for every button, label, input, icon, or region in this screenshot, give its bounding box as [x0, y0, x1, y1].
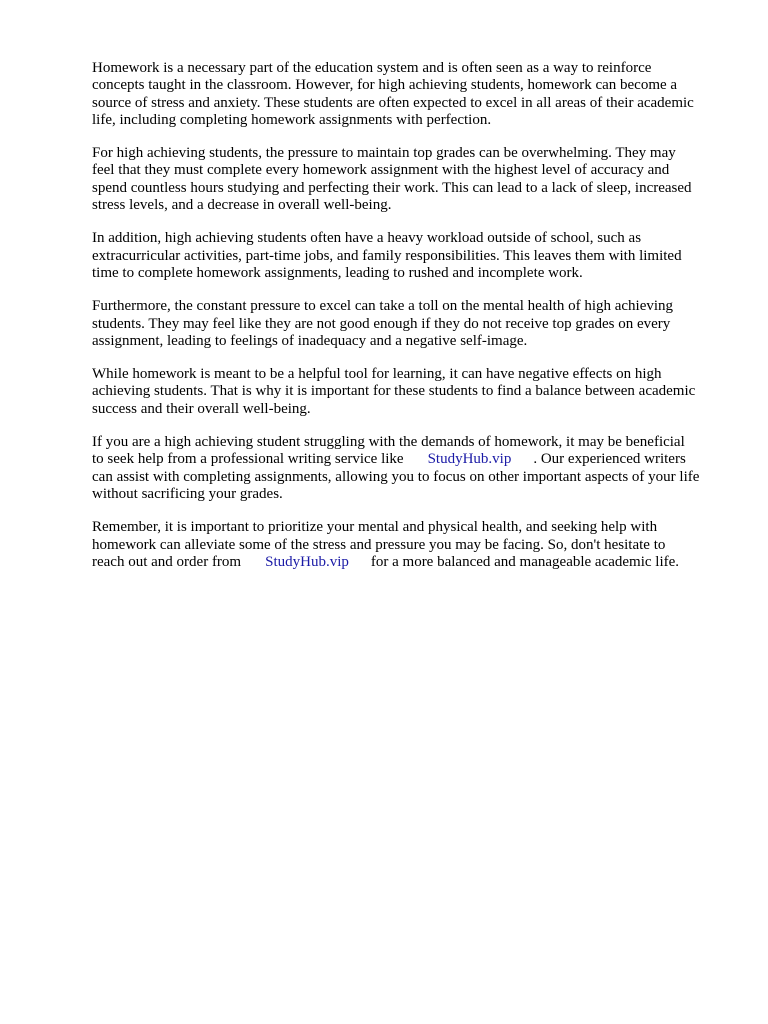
text-line: extracurricular activities, part-time jobs, and family responsibilities. This leaves them with limited: [92, 247, 682, 264]
text-line: feel that they must complete every homework assignment with the highest level of accuracy and: [92, 162, 670, 179]
text-segment: for a more balanced and manageable academic life.: [370, 553, 680, 570]
studyhub-link[interactable]: StudyHub.vip: [265, 553, 349, 570]
text-line-with-link: [92, 451, 732, 468]
text-line: source of stress and anxiety. These students are often expected to excel in all areas of their academic: [92, 94, 694, 111]
text-line: homework can alleviate some of the stress and pressure you may be facing. So, don't hesitate to: [92, 536, 666, 553]
document-page: [92, 60, 732, 587]
text-line: students. They may feel like they are not good enough if they do not receive top grades on every: [92, 315, 671, 332]
text-line: In addition, high achieving students often have a heavy workload outside of school, such as: [92, 230, 642, 247]
text-line: Remember, it is important to prioritize your mental and physical health, and seeking help with: [92, 519, 658, 536]
paragraph-workload: [92, 230, 732, 282]
text-line: For high achieving students, the pressure to maintain top grades can be overwhelming. They may: [92, 145, 676, 162]
text-line: spend countless hours studying and perfecting their work. This can lead to a lack of sleep, increased: [92, 179, 692, 196]
text-line: life, including completing homework assignments with perfection.: [92, 111, 492, 128]
text-line: without sacrificing your grades.: [92, 485, 283, 502]
text-line: time to complete homework assignments, leading to rushed and incomplete work.: [92, 264, 583, 281]
text-line: If you are a high achieving student struggling with the demands of homework, it may be beneficial: [92, 434, 685, 451]
text-segment: to seek help from a professional writing service like: [92, 451, 404, 468]
text-line: success and their overall well-being.: [92, 400, 311, 417]
text-line: Homework is a necessary part of the education system and is often seen as a way to reinforce: [92, 60, 652, 76]
text-line: can assist with completing assignments, allowing you to focus on other important aspects of your life: [92, 468, 700, 485]
paragraph-remember: [92, 519, 732, 571]
text-line-with-link: [92, 554, 732, 571]
paragraph-seek-help: [92, 434, 732, 503]
paragraph-homework-intro: [92, 60, 732, 129]
paragraph-pressure: [92, 145, 732, 214]
paragraph-mental-health: [92, 298, 732, 350]
text-segment: reach out and order from: [92, 553, 242, 570]
text-segment: . Our experienced writers: [533, 451, 686, 468]
paragraph-balance: [92, 366, 732, 418]
text-line: While homework is meant to be a helpful tool for learning, it can have negative effects on high: [92, 366, 662, 383]
text-line: assignment, leading to feelings of inadequacy and a negative self-image.: [92, 332, 528, 349]
text-line: stress levels, and a decrease in overall well-being.: [92, 197, 392, 214]
text-line: achieving students. That is why it is important for these students to find a balance between academic: [92, 383, 696, 400]
text-line: Furthermore, the constant pressure to excel can take a toll on the mental health of high achieving: [92, 298, 674, 315]
text-line: concepts taught in the classroom. However, for high achieving students, homework can become a: [92, 77, 678, 94]
studyhub-link[interactable]: StudyHub.vip: [427, 451, 512, 468]
